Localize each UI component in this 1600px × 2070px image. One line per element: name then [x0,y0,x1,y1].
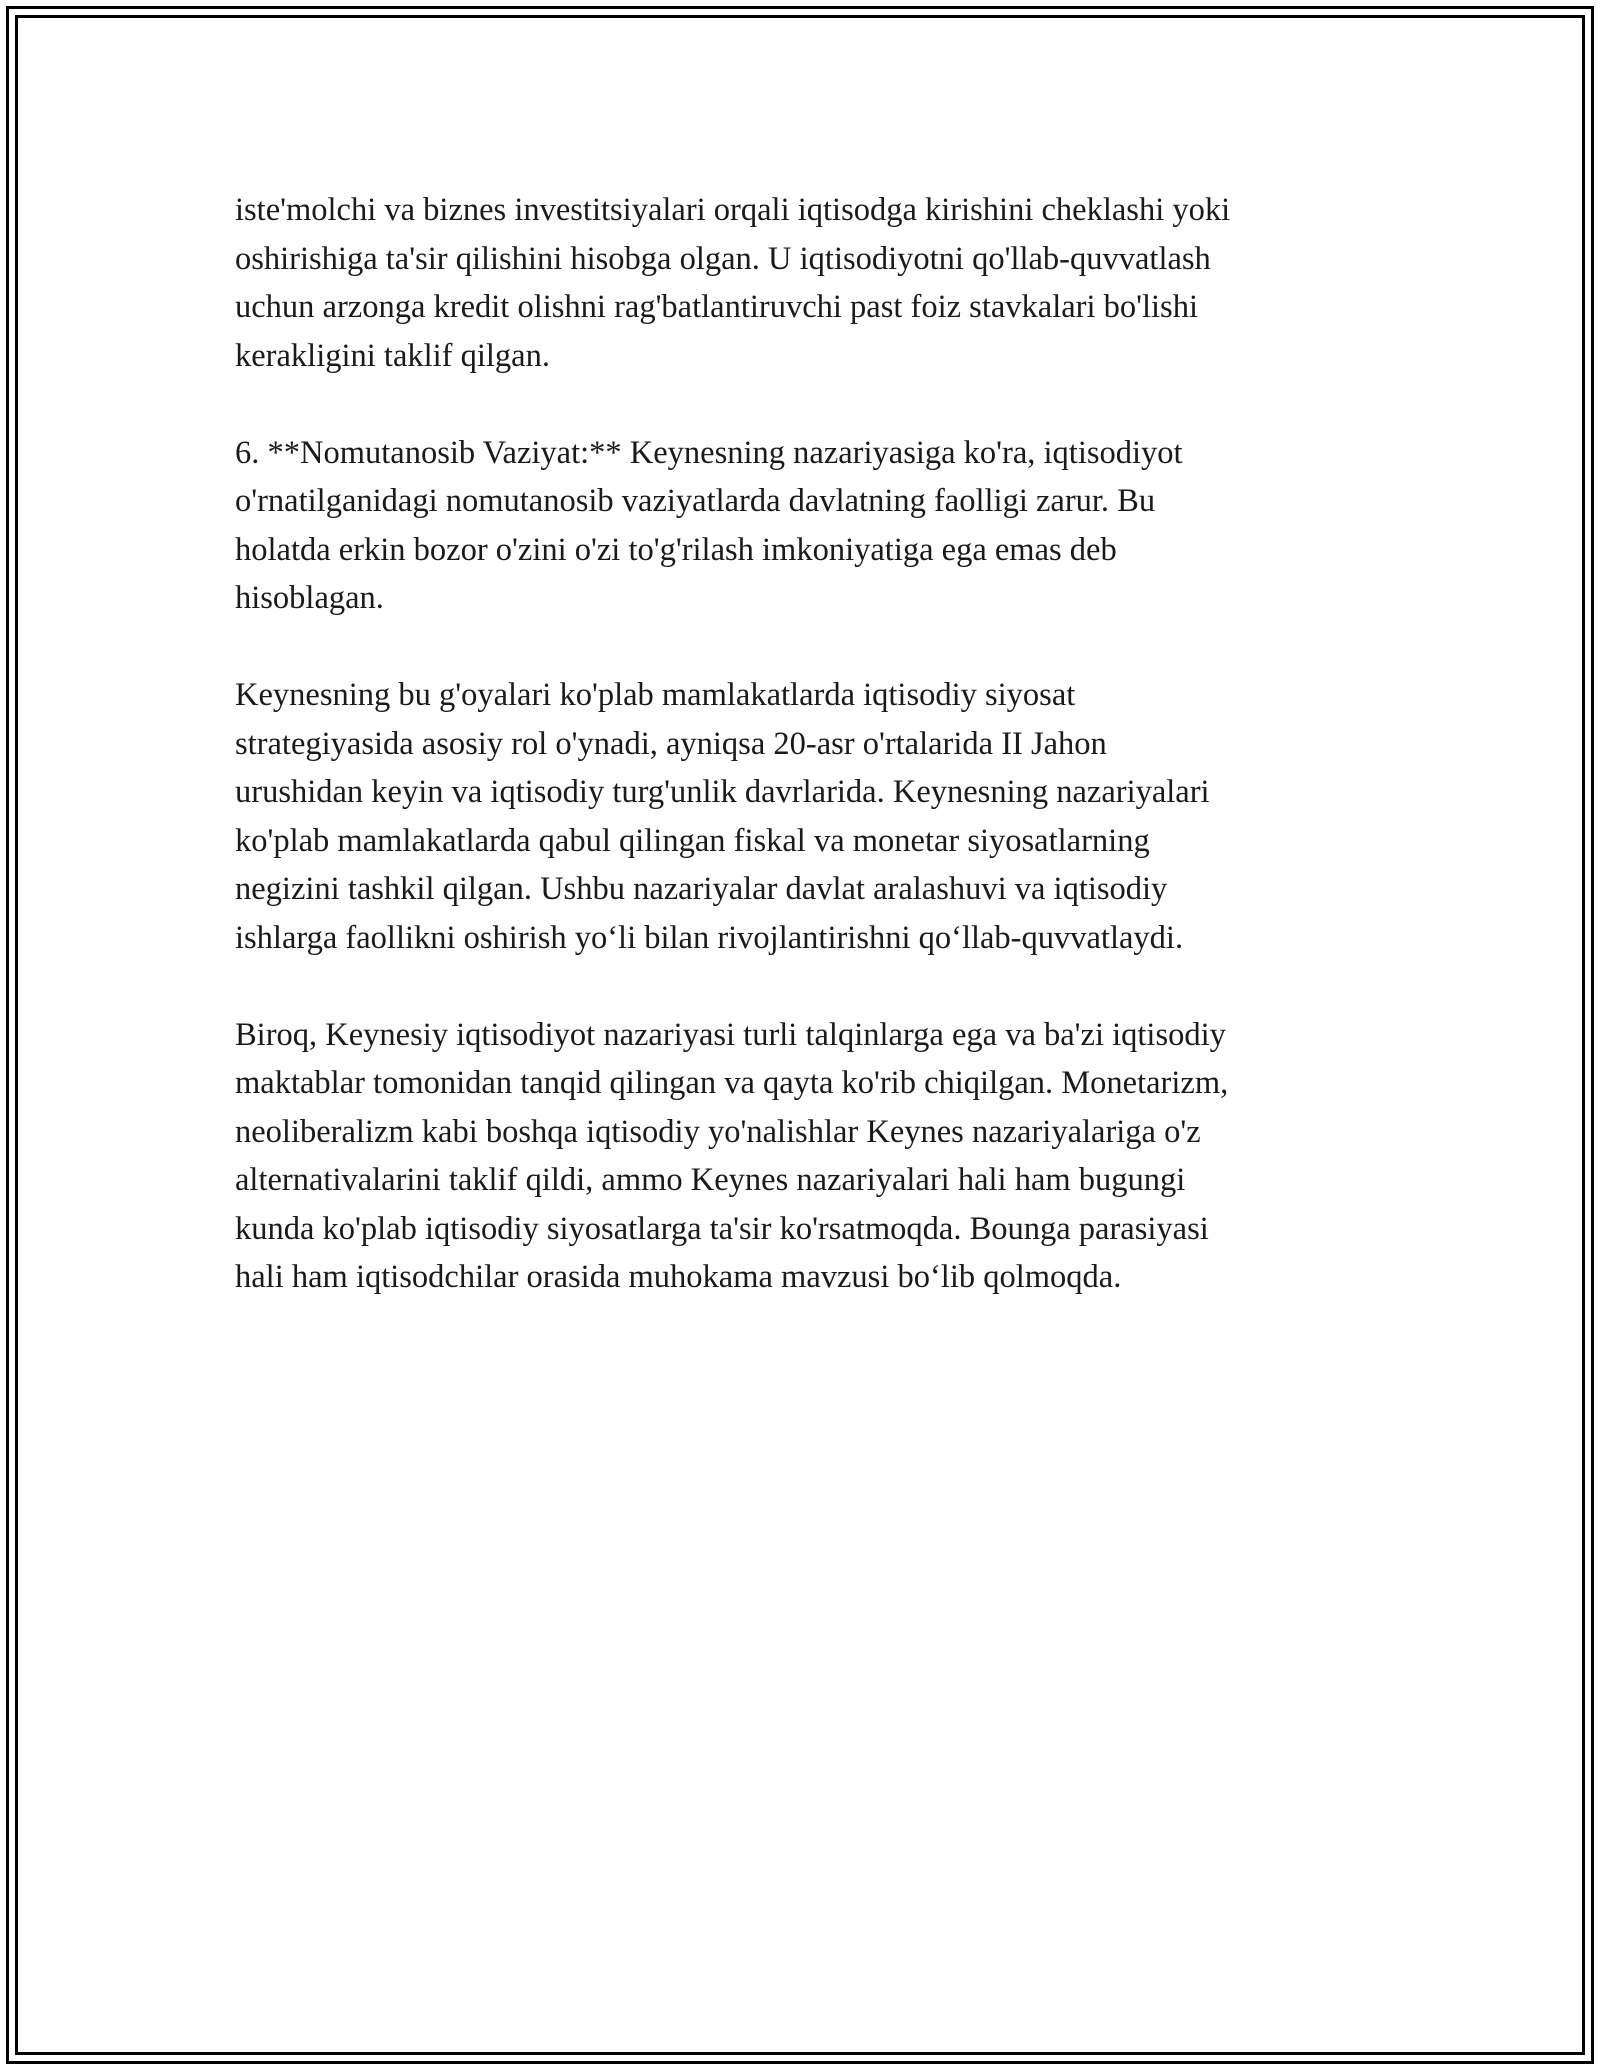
text-line: Keynesning bu g'oyalari ko'plab mamlakatlarda iqtisodiy siyosat [235,677,1076,713]
text-line: oshirishiga ta'sir qilishini hisobga olgan. U iqtisodiyotni qo'llab-quvvatlash [235,240,1211,277]
text-line: maktablar tomonidan tanqid qilingan va qayta ko'rib chiqilgan. Monetarizm, [235,1065,1229,1101]
paragraph-policy-influence [235,671,1375,962]
text-line: Biroq, Keynesiy iqtisodiyot nazariyasi turli talqinlarga ega va ba'zi iqtisodiy [235,1016,1226,1053]
document-body [235,186,1375,1350]
text-line: alternativalarini taklif qildi, ammo Keynes nazariyalari hali ham bugungi [235,1162,1186,1198]
text-line: hisoblagan. [235,580,384,616]
text-line: ko'plab mamlakatlarda qabul qilingan fiskal va monetar siyosatlarning [235,822,1150,859]
text-line: o'rnatilganidagi nomutanosib vaziyatlarda davlatning faolligi zarur. Bu [235,483,1156,519]
text-line: hali ham iqtisodchilar orasida muhokama mavzusi bo‘lib qolmoqda. [235,1259,1122,1295]
text-line: negizini tashkil qilgan. Ushbu nazariyalar davlat aralashuvi va iqtisodiy [235,871,1168,907]
text-line: iste'molchi va biznes investitsiyalari orqali iqtisodga kirishini cheklashi yoki [235,192,1231,228]
text-line: urushidan keyin va iqtisodiy turg'unlik davrlarida. Keynesning nazariyalari [235,774,1210,810]
text-line: strategiyasida asosiy rol o'ynadi, ayniqsa 20-asr o'rtalarida II Jahon [235,725,1107,762]
text-line: kunda ko'plab iqtisodiy siyosatlarga ta'sir ko'rsatmoqda. Bounga parasiyasi [235,1210,1209,1247]
text-line: uchun arzonga kredit olishni rag'batlantiruvchi past foiz stavkalari bo'lishi [235,289,1198,325]
text-line: neoliberalizm kabi boshqa iqtisodiy yo'nalishlar Keynes nazariyalariga o'z [235,1113,1201,1150]
text-line: holatda erkin bozor o'zini o'zi to'g'rilash imkoniyatiga ega emas deb [235,531,1117,568]
text-line: 6. **Nomutanosib Vaziyat:** Keynesning nazariyasiga ko'ra, iqtisodiyot [235,434,1183,471]
paragraph-criticism [235,1011,1375,1302]
text-line: kerakligini taklif qilgan. [235,337,550,374]
paragraph-disequilibrium [235,429,1375,623]
text-line: ishlarga faollikni oshirish yo‘li bilan rivojlantirishni qo‘llab-quvvatlaydi. [235,919,1184,956]
paragraph-interest-rates [235,186,1375,380]
